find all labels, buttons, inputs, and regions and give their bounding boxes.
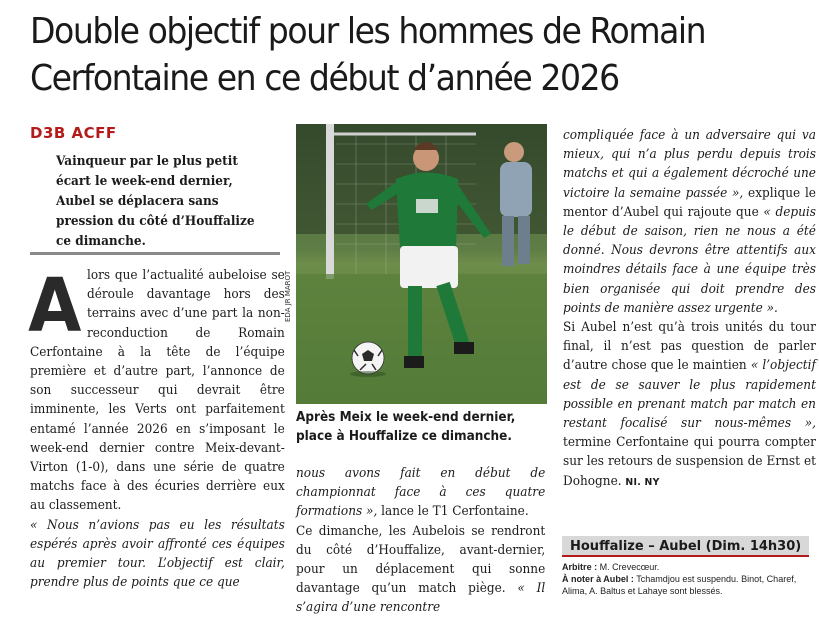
photo-caption: Après Meix le week-end dernier, place à Houffalize ce dimanche. xyxy=(296,410,516,444)
body-text: Si Aubel n’est qu’à trois unités du tour final, il n’est pas question de parler d’autre chose que le maintien xyxy=(563,320,816,374)
body-text: Ce dimanche, les Aubelois se rendront du côté d’Houffalize, avant-dernier, pour un déplacement qui sonne davantage qu’un match piège. xyxy=(296,523,546,597)
body-text: lors que l’actualité aubeloise se déroule davantage hors des terrains avec d’une part la non-reconduction de Romain Cerfontaine à la tête de l’équipe première et d’autre part, l’annonce de son successeur qui devrait être imminente, les Verts ont parfaitement entamé l’année 2026 en s’imposant le week-end dernier contre Meix-devant-Virton (1-0), dans une série de quatre matchs face à des écuries derrière eux au classement. xyxy=(30,268,285,514)
quote-text: « Il s’agira d’une rencontre xyxy=(296,581,546,616)
article-photo xyxy=(296,124,547,404)
quote-text: « depuis le début de saison, rien ne nous a été donné. Nous devrons être attentifs aux moindres détails face à une équipe très bien organisée qui doit prendre des points de manière assez urgente ». xyxy=(563,204,816,316)
quote-text: « l’objectif est de se sauver le plus rapidement possible en prenant match par match en restant focalisé sur nous-mêmes », xyxy=(563,358,816,432)
lead-paragraph: Vainqueur par le plus petit écart le week-end dernier, Aubel se déplacera sans pression du côté d’Houffalize ce dimanche. xyxy=(56,154,255,249)
football xyxy=(352,342,384,374)
drop-cap: A xyxy=(28,263,82,349)
headline: Double objectif pour les hommes de Romain Cerfontaine en ce début d’année 2026 xyxy=(30,11,706,99)
referee-label: Arbitre : xyxy=(562,562,598,573)
author-signature: NI. NY xyxy=(625,476,660,488)
body-text: explique le mentor d’Aubel qui rajoute que xyxy=(563,185,816,220)
section-rubric: D3B ACFF xyxy=(30,124,117,142)
note-label: À noter à Aubel : xyxy=(562,574,634,585)
quote-text: nous avons fait en début de championnat face à ces quatre formations », xyxy=(296,466,546,520)
article-column-3 xyxy=(563,126,816,492)
photo-credit: EDA JR MAROT xyxy=(284,270,292,322)
divider xyxy=(30,252,280,255)
body-text: termine Cerfontaine qui pourra compter sur les retours de suspension de Ernst et Dohogne. xyxy=(563,435,816,489)
article-column-1 xyxy=(28,263,285,592)
football-player-image xyxy=(296,124,547,404)
match-info-body xyxy=(562,562,809,598)
match-info-title: Houffalize – Aubel (Dim. 14h30) xyxy=(562,536,809,557)
body-text: lance le T1 Cerfontaine. xyxy=(377,504,529,520)
team-note: Tchamdjou est suspendu. Binot, Charef, Alima, A. Baltus et Lahaye sont blessés. xyxy=(562,574,797,597)
article-column-2 xyxy=(296,464,545,618)
quote-text: « Nous n’avions pas eu les résultats espérés après avoir affronté ces équipes au premier tour. L’objectif est clair, prendre plus de points que ce que xyxy=(30,517,285,591)
quote-text: compliquée face à un adversaire qui va mieux, qui n’a plus perdu depuis trois matchs et qui a également décroché une victoire la semaine passée », xyxy=(563,128,816,201)
referee-name: M. Crevecœur. xyxy=(597,562,660,573)
